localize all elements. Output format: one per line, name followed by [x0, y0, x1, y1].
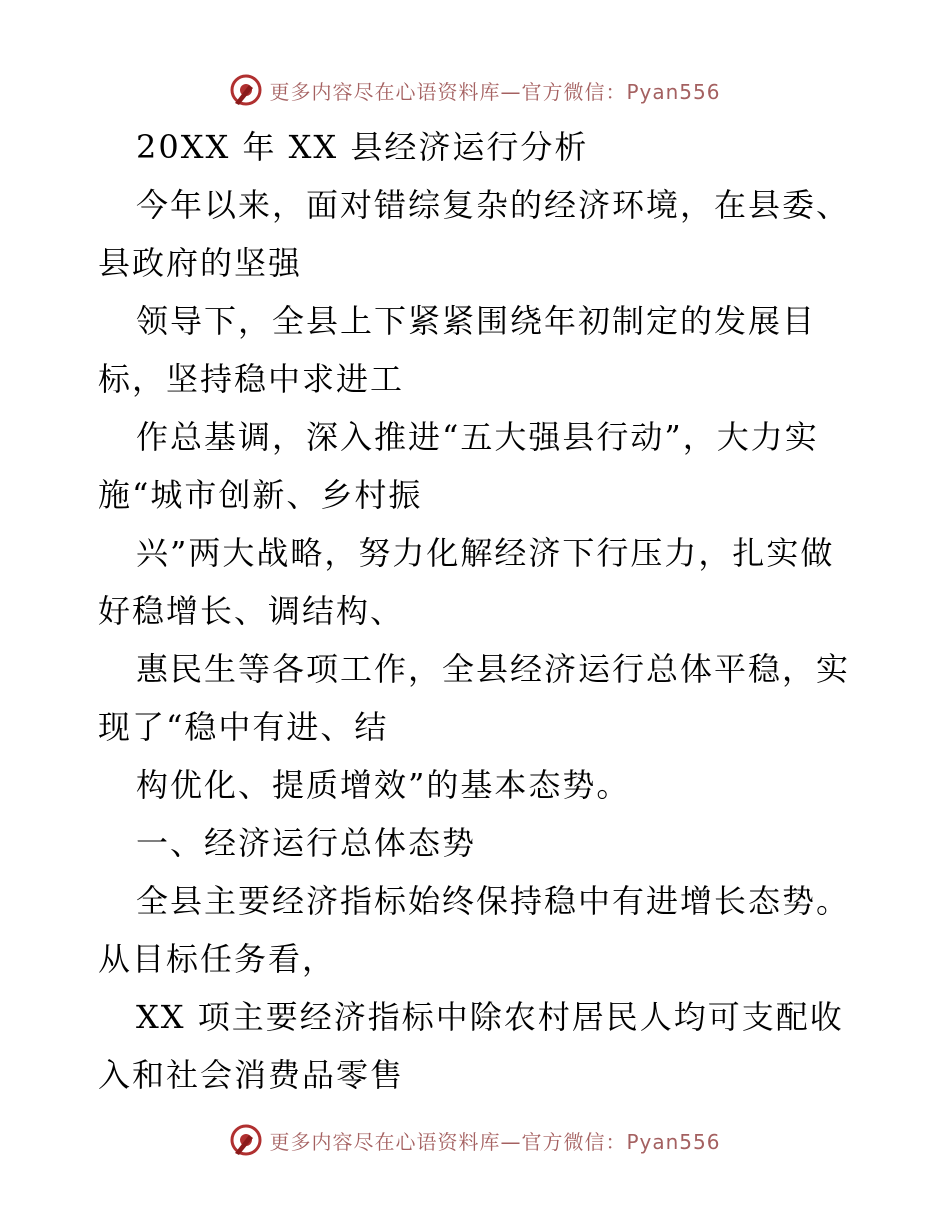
paragraph-line: 标，坚持稳中求进工 — [98, 360, 405, 398]
pen-circle-logo-icon — [229, 1123, 263, 1157]
paragraph-line: 入和社会消费品零售 — [98, 1056, 405, 1094]
paragraph-line: 现了“稳中有进、结 — [98, 708, 389, 746]
paragraph-line: 今年以来，面对错综复杂的经济环境，在县委、 — [136, 186, 851, 224]
paragraph-line: 作总基调，深入推进“五大强县行动”，大力实 — [136, 418, 819, 456]
paragraph-line: 从目标任务看， — [98, 940, 337, 978]
paragraph-line: 构优化、提质增效”的基本态势。 — [136, 766, 631, 804]
paragraph-line: XX 项主要经济指标中除农村居民人均可支配收 — [136, 998, 844, 1036]
paragraph-line: 全县主要经济指标始终保持稳中有进增长态势。 — [136, 882, 851, 920]
header-watermark-banner — [0, 68, 950, 112]
paragraph-line: 施“城市创新、乡村振 — [98, 476, 423, 514]
paragraph-line: 惠民生等各项工作，全县经济运行总体平稳，实 — [136, 650, 851, 688]
paragraph-line: 兴”两大战略，努力化解经济下行压力，扎实做 — [136, 534, 835, 572]
pen-circle-logo-icon — [229, 73, 263, 107]
watermark-text: 更多内容尽在心语资料库—官方微信：Pyan556 — [269, 1129, 721, 1154]
section-heading: 一、经济运行总体态势 — [136, 824, 477, 862]
document-body — [98, 118, 858, 1104]
paragraph-line: 县政府的坚强 — [98, 244, 303, 282]
paragraph-line: 好稳增长、调结构、 — [98, 592, 405, 630]
document-title: 20XX 年 XX 县经济运行分析 — [136, 128, 589, 166]
paragraph-line: 领导下，全县上下紧紧围绕年初制定的发展目 — [136, 302, 817, 340]
watermark-text: 更多内容尽在心语资料库—官方微信：Pyan556 — [269, 79, 721, 104]
footer-watermark-banner — [0, 1118, 950, 1162]
